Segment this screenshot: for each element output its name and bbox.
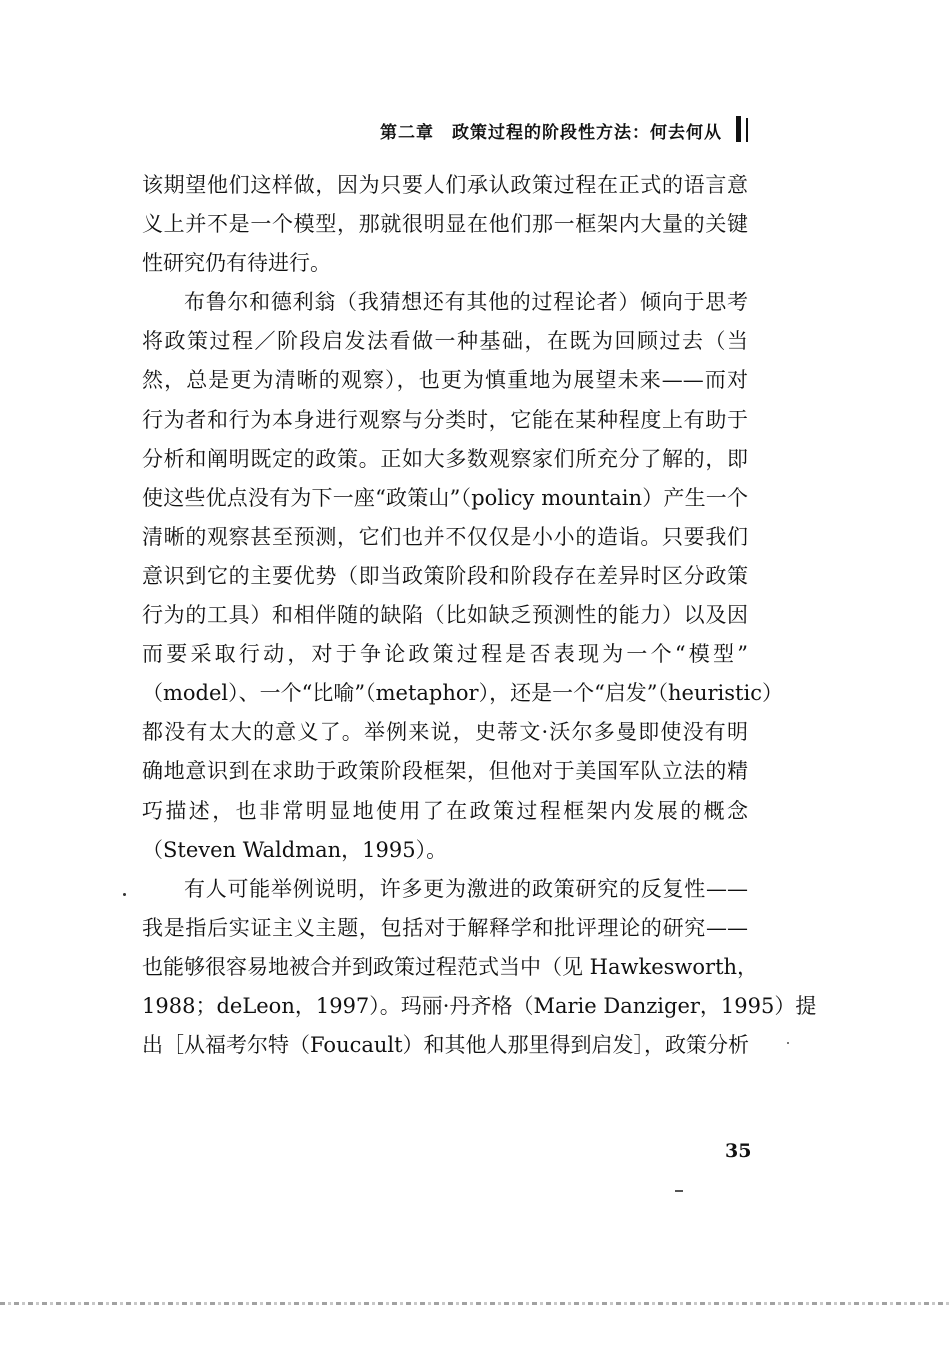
text-line: 分析和阐明既定的政策。正如大多数观察家们所充分了解的，即 [142, 446, 748, 471]
text-line: 意识到它的主要优势（即当政策阶段和阶段存在差异时区分政策 [142, 563, 748, 588]
text-line: 有人可能举例说明，许多更为激进的政策研究的反复性—— [184, 876, 748, 901]
text-line: 1988；deLeon，1997）。玛丽·丹齐格（Marie Danziger，1995）提 [142, 993, 817, 1018]
text-line: 而要采取行动，对于争论政策过程是否表现为一个“模型” [142, 642, 748, 667]
body-text [142, 166, 817, 1065]
text-line: （model）、一个“比喻”（metaphor），还是一个“启发”（heuristic） [142, 681, 783, 706]
text-line: 行为的工具）和相伴随的缺陷（比如缺乏预测性的能力）以及因 [142, 603, 748, 628]
text-line: 确地意识到在求助于政策阶段框架，但他对于美国军队立法的精 [142, 759, 748, 784]
text-line: 性研究仍有待进行。 [142, 251, 331, 276]
margin-mark [123, 893, 126, 896]
text-line: 将政策过程／阶段启发法看做一种基础，在既为回顾过去（当 [142, 329, 748, 354]
running-header: 第二章 政策过程的阶段性方法：何去何从 [380, 123, 722, 143]
text-line: 清晰的观察甚至预测，它们也并不仅仅是小小的造诣。只要我们 [142, 524, 748, 549]
text-line: 出［从福考尔特（Foucault）和其他人那里得到启发］，政策分析 [142, 1033, 750, 1058]
text-line: 我是指后实证主义主题，包括对于解释学和批评理论的研究—— [142, 915, 748, 940]
text-line: 使这些优点没有为下一座“政策山”（policy mountain）产生一个 [142, 485, 748, 510]
header-rule-thin [746, 118, 748, 142]
text-line: 都没有太大的意义了。举例来说，史蒂文·沃尔多曼即使没有明 [142, 720, 748, 745]
scan-speck [787, 1042, 789, 1044]
text-line: 也能够很容易地被合并到政策过程范式当中（见 Hawkesworth， [142, 954, 759, 979]
text-line: 行为者和行为本身进行观察与分类时，它能在某种程度上有助于 [142, 407, 748, 432]
text-line: 巧描述，也非常明显地使用了在政策过程框架内发展的概念 [142, 798, 748, 823]
header-rule-thick [736, 116, 741, 142]
text-line: 然，总是更为清晰的观察），也更为慎重地为展望未来——而对 [142, 368, 748, 393]
page-number: 35 [725, 1140, 752, 1162]
text-line: 义上并不是一个模型，那就很明显在他们那一框架内大量的关键 [142, 212, 748, 237]
scan-speck [675, 1190, 683, 1192]
text-line: 布鲁尔和德利翁（我猜想还有其他的过程论者）倾向于思考 [184, 290, 748, 315]
text-line: （Steven Waldman，1995）。 [142, 837, 448, 862]
scan-edge-noise [0, 1302, 951, 1305]
text-line: 该期望他们这样做，因为只要人们承认政策过程在正式的语言意 [142, 173, 748, 197]
